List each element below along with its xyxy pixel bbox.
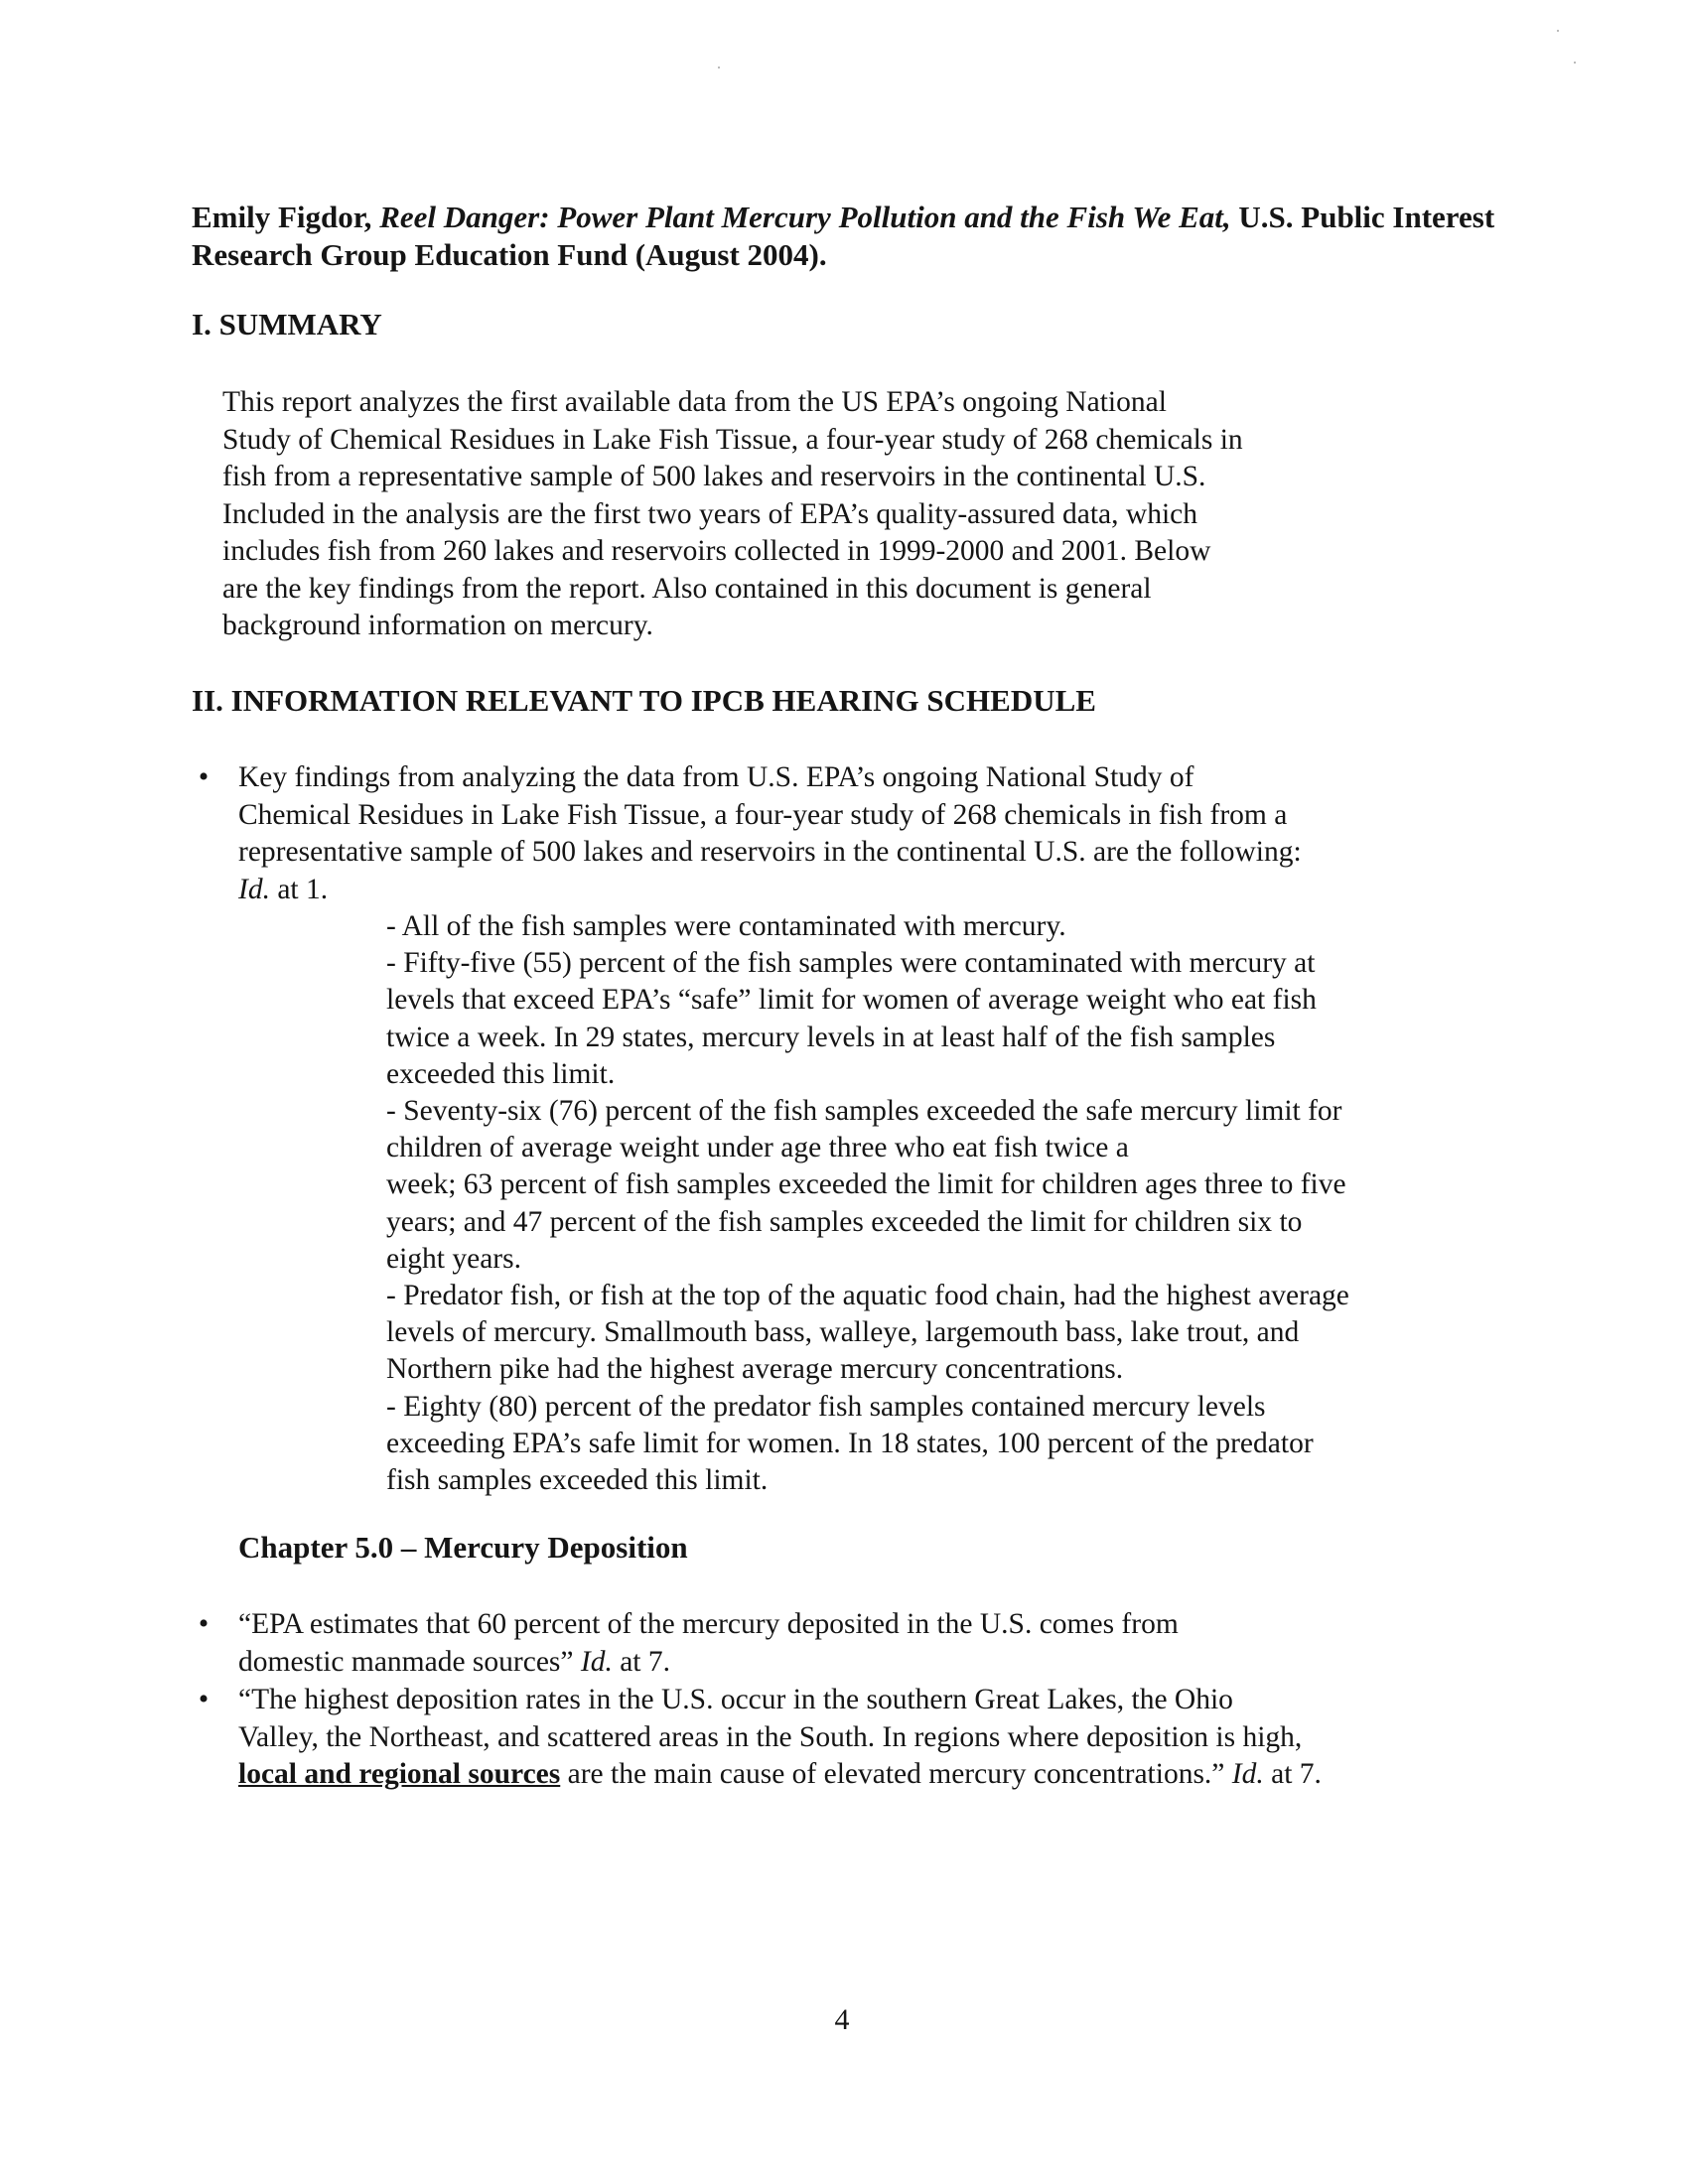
scan-speck	[718, 67, 720, 68]
finding-line: exceeded this limit.	[386, 1057, 616, 1090]
bullet-icon: •	[198, 1608, 210, 1640]
deposition-bullet-1	[189, 1606, 1479, 1681]
emphasis-local-regional-sources: local and regional sources	[238, 1758, 561, 1790]
bullet-text: are the main cause of elevated mercury concentrations.”	[560, 1758, 1232, 1790]
finding-line: - Eighty (80) percent of the predator fish samples contained mercury levels	[386, 1390, 1266, 1423]
bullet-text: domestic manmade sources”	[238, 1645, 581, 1678]
bullet-line: Valley, the Northeast, and scattered areas in the South. In regions where deposition is high,	[238, 1720, 1303, 1753]
finding-line: years; and 47 percent of the fish samples exceeded the limit for children six to	[386, 1205, 1303, 1238]
summary-line: fish from a representative sample of 500 lakes and reservoirs in the continental U.S.	[222, 461, 1206, 492]
chapter-heading: Chapter 5.0 – Mercury Deposition	[238, 1530, 688, 1565]
bullet-line	[238, 872, 1479, 909]
citation-id: Id.	[1231, 1758, 1264, 1790]
citation	[192, 199, 1512, 274]
citation-page: at 7.	[1263, 1758, 1322, 1790]
summary-paragraph	[222, 384, 1394, 645]
citation-id: Id.	[580, 1645, 613, 1678]
summary-line: Study of Chemical Residues in Lake Fish Tissue, a four-year study of 268 chemicals in	[222, 423, 1243, 456]
scan-speck	[1557, 30, 1559, 32]
summary-line: background information on mercury.	[222, 610, 653, 641]
bullet-line: Chemical Residues in Lake Fish Tissue, a four-year study of 268 chemicals in fish from a	[238, 798, 1288, 831]
citation-id: Id.	[238, 873, 270, 905]
citation-page: at 7.	[612, 1645, 670, 1678]
finding-line: levels that exceed EPA’s “safe” limit for women of average weight who eat fish	[386, 984, 1317, 1017]
citation-title: Reel Danger: Power Plant Mercury Pollution and the Fish We Eat,	[379, 200, 1231, 234]
scan-speck	[1574, 62, 1576, 64]
summary-line: Included in the analysis are the first two years of EPA’s quality-assured data, which	[222, 497, 1197, 530]
summary-line: includes fish from 260 lakes and reservoirs collected in 1999-2000 and 2001. Below	[222, 535, 1211, 567]
summary-line: This report analyzes the first available data from the US EPA’s ongoing National	[222, 386, 1167, 418]
bullet-line: representative sample of 500 lakes and reservoirs in the continental U.S. are the following:	[238, 836, 1302, 868]
citation-publisher: U.S. Public Interest Research Group Education Fund (August 2004).	[192, 200, 1495, 272]
bullet-line	[238, 1644, 1479, 1682]
summary-line: are the key findings from the report. Also contained in this document is general	[222, 572, 1152, 605]
finding-line: children of average weight under age three who eat fish twice a	[386, 1132, 1129, 1164]
findings-list	[386, 908, 1478, 1499]
finding-line: levels of mercury. Smallmouth bass, walleye, largemouth bass, lake trout, and	[386, 1316, 1300, 1349]
bullet-line: “The highest deposition rates in the U.S. occur in the southern Great Lakes, the Ohio	[238, 1684, 1233, 1715]
bullet-icon: •	[198, 761, 210, 793]
citation-author: Emily Figdor,	[192, 200, 372, 234]
finding-line: exceeding EPA’s safe limit for women. In 18 states, 100 percent of the predator	[386, 1427, 1314, 1459]
finding-line: fish samples exceeded this limit.	[386, 1464, 769, 1497]
bullet-line: “EPA estimates that 60 percent of the mercury deposited in the U.S. comes from	[238, 1608, 1179, 1640]
key-findings-bullet	[189, 759, 1479, 908]
bullet-icon: •	[198, 1684, 210, 1715]
finding-line: Northern pike had the highest average mercury concentrations.	[386, 1353, 1124, 1386]
summary-heading: I. SUMMARY	[192, 307, 382, 341]
deposition-bullet-2	[189, 1682, 1479, 1794]
finding-line: week; 63 percent of fish samples exceeded the limit for children ages three to five	[386, 1168, 1346, 1201]
finding-line: twice a week. In 29 states, mercury levels in at least half of the fish samples	[386, 1021, 1276, 1053]
finding-line: - Fifty-five (55) percent of the fish samples were contaminated with mercury at	[386, 947, 1316, 980]
page-number: 4	[834, 2003, 850, 2036]
citation-page: at 1.	[269, 873, 329, 905]
finding-line: eight years.	[386, 1242, 521, 1275]
bullet-line: Key findings from analyzing the data from U.S. EPA’s ongoing National Study of	[238, 761, 1194, 793]
bullet-line	[238, 1756, 1479, 1794]
finding-line: - Predator fish, or fish at the top of the aquatic food chain, had the highest average	[386, 1280, 1349, 1312]
finding-line: - All of the fish samples were contaminated with mercury.	[386, 910, 1066, 942]
finding-line: - Seventy-six (76) percent of the fish samples exceeded the safe mercury limit for	[386, 1095, 1342, 1128]
section2-heading: II. INFORMATION RELEVANT TO IPCB HEARING SCHEDULE	[192, 683, 1096, 718]
